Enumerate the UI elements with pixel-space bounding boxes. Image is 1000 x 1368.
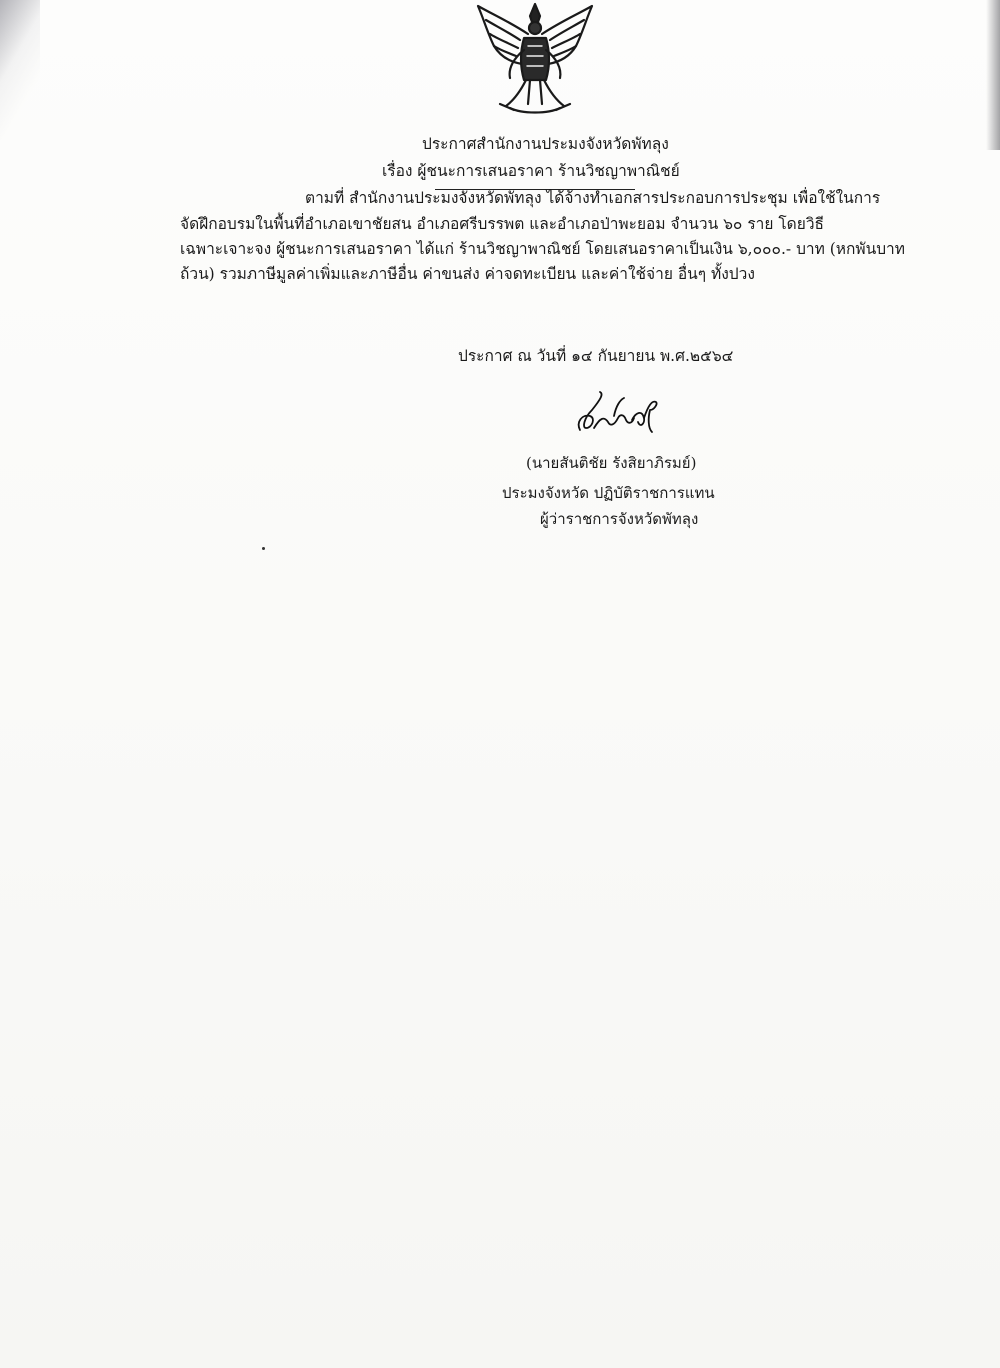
announcement-title: ประกาศสำนักงานประมงจังหวัดพัทลุง <box>422 135 669 153</box>
signatory-name: (นายสันติชัย รังสิยาภิรมย์) <box>526 454 697 472</box>
signatory-on-behalf: ผู้ว่าราชการจังหวัดพัทลุง <box>540 510 699 528</box>
body-line-3: เฉพาะเจาะจง ผู้ชนะการเสนอราคา ได้แก่ ร้านวิชญาพาณิชย์ โดยเสนอราคาเป็นเงิน ๖,๐๐๐.- บาท (หกพันบาท <box>180 240 905 258</box>
garuda-emblem-icon <box>470 0 600 120</box>
announcement-subject: เรื่อง ผู้ชนะการเสนอราคา ร้านวิชญาพาณิชย์ <box>382 162 680 180</box>
scan-edge-shadow-left <box>0 0 40 140</box>
body-line-1: ตามที่ สำนักงานประมงจังหวัดพัทลุง ได้จ้างทำเอกสารประกอบการประชุม เพื่อใช้ในการ <box>305 189 881 207</box>
signatory-position: ประมงจังหวัด ปฏิบัติราชการแทน <box>502 484 715 502</box>
body-line-2: จัดฝึกอบรมในพื้นที่อำเภอเขาชัยสน อำเภอศรีบรรพต และอำเภอป่าพะยอม จำนวน ๖๐ ราย โดยวิธี <box>180 215 824 233</box>
handwritten-signature-icon <box>570 388 662 438</box>
body-line-4: ถ้วน) รวมภาษีมูลค่าเพิ่มและภาษีอื่น ค่าขนส่ง ค่าจดทะเบียน และค่าใช้จ่าย อื่นๆ ทั้งปวง <box>180 265 755 283</box>
scan-speck <box>262 547 265 550</box>
announcement-date: ประกาศ ณ วันที่ ๑๔ กันยายน พ.ศ.๒๕๖๔ <box>458 347 734 365</box>
scan-edge-shadow-right <box>986 0 1000 150</box>
